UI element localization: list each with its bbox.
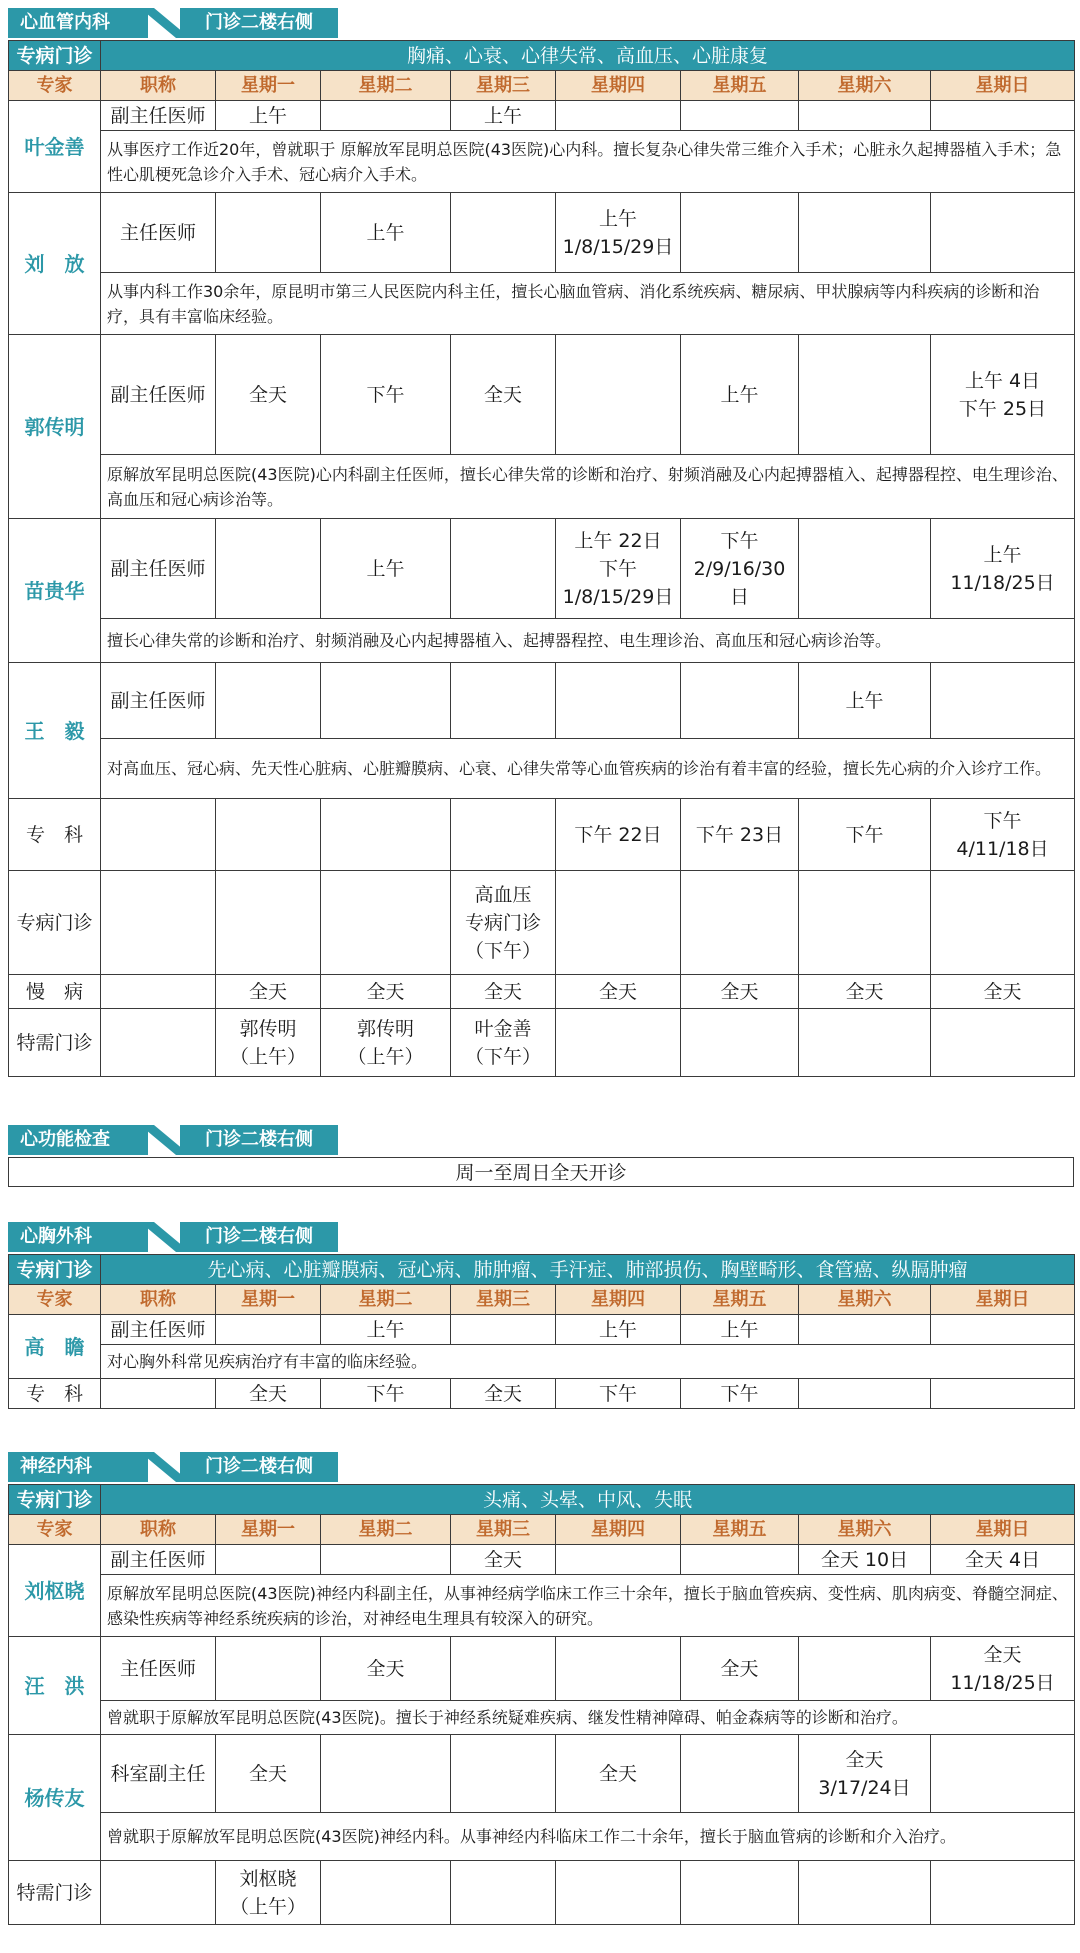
table-cell [216,1315,321,1345]
thoracic-diseases: 先心病、心脏瓣膜病、冠心病、肺肿瘤、手汗症、肺部损伤、胸壁畸形、食管癌、纵膈肿瘤 [101,1255,1075,1285]
table-cell: 郭传明 （上午） [216,1009,321,1077]
table-cell: 刘枢晓 （上午） [216,1861,321,1925]
table-cell: 上午 [321,193,451,273]
table-header-row [9,1515,1075,1545]
table-cell [799,1637,931,1701]
cardio-dept-header [8,8,338,38]
table-row [9,1545,1075,1575]
table-cell: 上午 11/18/25日 [931,519,1075,619]
table-cell [321,799,451,871]
table-cell: 下午 [321,1379,451,1409]
table-cell [799,1861,931,1925]
table-cell [451,193,556,273]
table-cell: 科室副主任 [101,1735,216,1813]
doctor-name: 叶金善 [9,101,101,193]
cardio-schedule-table [8,40,1075,1077]
table-row [9,1009,1075,1077]
table-cell: 下午 [681,1379,799,1409]
doctor-name: 高 瞻 [9,1315,101,1379]
table-cell: 叶金善 （下午） [451,1009,556,1077]
neuro-location: 门诊二楼右侧 [180,1452,338,1482]
table-cell: 全天 [451,975,556,1009]
table-cell: 全天 10日 [799,1545,931,1575]
table-cell [556,663,681,739]
table-cell: 下午 4/11/18日 [931,799,1075,871]
table-row [9,1315,1075,1345]
table-cell [931,193,1075,273]
table-cell: 下午 22日 [556,799,681,871]
table-cell [681,1735,799,1813]
table-cell [101,1379,216,1409]
table-header-row [9,71,1075,101]
table-cell [101,799,216,871]
table-cell: 星期六 [799,71,931,101]
doctor-name: 刘 放 [9,193,101,335]
table-cell [799,1379,931,1409]
table-cell: 星期三 [451,71,556,101]
table-cell: 副主任医师 [101,101,216,131]
table-cell [799,1315,931,1345]
table-cell [681,1545,799,1575]
doctor-description: 原解放军昆明总医院(43医院)心内科副主任医师，擅长心律失常的诊断和治疗、射频消融及心内起搏器植入、起搏器程控、电生理诊治、高血压和冠心病诊治等。 [101,455,1075,519]
table-cell: 主任医师 [101,1637,216,1701]
neuro-dept-name: 神经内科 [8,1452,148,1482]
table-cell [681,871,799,975]
heart-function-dept-name: 心功能检查 [8,1125,148,1155]
table-cell: 上午 22日 下午 1/8/15/29日 [556,519,681,619]
table-cell [931,101,1075,131]
thoracic-section [8,1222,1074,1409]
table-cell [451,799,556,871]
table-cell [931,663,1075,739]
table-cell [931,1009,1075,1077]
table-cell: 全天 [451,335,556,455]
table-cell [556,1637,681,1701]
doctor-name: 郭传明 [9,335,101,519]
table-cell: 全天 [931,975,1075,1009]
doctor-description: 对高血压、冠心病、先天性心脏病、心脏瓣膜病、心衰、心律失常等心血管疾病的诊治有着丰富的经验，擅长先心病的介入诊疗工作。 [101,739,1075,799]
table-cell: 上午 [681,335,799,455]
table-cell: 专家 [9,1285,101,1315]
cardio-dept-name: 心血管内科 [8,8,148,38]
table-cell: 星期一 [216,1515,321,1545]
table-cell [101,871,216,975]
doctor-description: 曾就职于原解放军昆明总医院(43医院)神经内科。从事神经内科临床工作二十余年，擅长于脑血管病的诊断和介入治疗。 [101,1813,1075,1861]
table-cell [321,663,451,739]
table-cell [556,871,681,975]
table-cell: 全天 [321,1637,451,1701]
table-cell: 上午 4日 下午 25日 [931,335,1075,455]
table-cell: 全天 [451,1545,556,1575]
table-cell: 上午 1/8/15/29日 [556,193,681,273]
table-cell: 上午 [321,1315,451,1345]
heart-function-hours: 周一至周日全天开诊 [8,1157,1074,1187]
table-cell [556,101,681,131]
table-cell: 上午 [799,663,931,739]
table-cell: 星期日 [931,1285,1075,1315]
cardio-section [8,8,1074,1077]
table-cell [799,1009,931,1077]
table-cell [799,193,931,273]
table-cell: 全天 [799,975,931,1009]
table-cell: 上午 [556,1315,681,1345]
table-cell: 星期五 [681,1515,799,1545]
table-cell: 全天 [681,975,799,1009]
doctor-description: 原解放军昆明总医院(43医院)神经内科副主任，从事神经病学临床工作三十余年，擅长于脑血管疾病、变性病、肌肉病变、脊髓空洞症、感染性疾病等神经系统疾病的诊治，对神经电生理具有较深入的研究。 [101,1575,1075,1637]
table-cell: 全天 11/18/25日 [931,1637,1075,1701]
table-cell [101,975,216,1009]
table-cell: 星期一 [216,1285,321,1315]
table-cell [216,519,321,619]
table-cell: 星期三 [451,1515,556,1545]
table-cell: 专病门诊 [9,871,101,975]
table-cell: 副主任医师 [101,335,216,455]
table-cell [321,1861,451,1925]
table-cell [931,1315,1075,1345]
table-cell: 下午 23日 [681,799,799,871]
doctor-description: 对心胸外科常见疾病治疗有丰富的临床经验。 [101,1345,1075,1379]
table-cell: 全天 [556,1735,681,1813]
table-cell: 上午 [681,1315,799,1345]
table-cell [931,1735,1075,1813]
table-cell [681,193,799,273]
table-cell: 全天 [321,975,451,1009]
table-cell [451,1861,556,1925]
cardio-diseases: 胸痛、心衰、心律失常、高血压、心脏康复 [101,41,1075,71]
table-cell: 全天 [216,1379,321,1409]
table-row [9,1735,1075,1813]
table-header-row [9,1285,1075,1315]
table-cell [799,335,931,455]
table-cell: 职称 [101,1515,216,1545]
table-row [9,663,1075,739]
table-cell [681,1861,799,1925]
table-cell [556,335,681,455]
table-cell [321,101,451,131]
table-cell: 副主任医师 [101,1545,216,1575]
table-cell [321,1735,451,1813]
table-cell: 全天 [216,335,321,455]
table-cell [451,663,556,739]
table-cell [681,663,799,739]
table-cell [216,1545,321,1575]
table-row [9,335,1075,455]
table-cell [451,1637,556,1701]
doctor-name: 苗贵华 [9,519,101,663]
table-cell: 郭传明 （上午） [321,1009,451,1077]
table-cell: 星期二 [321,1515,451,1545]
table-cell [321,1545,451,1575]
table-cell: 副主任医师 [101,519,216,619]
thoracic-dept-name: 心胸外科 [8,1222,148,1252]
special-clinic-label: 专病门诊 [9,1255,101,1285]
table-cell [681,101,799,131]
table-cell [101,1009,216,1077]
table-cell [556,1545,681,1575]
table-row [9,1861,1075,1925]
neuro-section [8,1452,1074,1925]
doctor-description: 从事医疗工作近20年，曾就职于 原解放军昆明总医院(43医院)心内科。擅长复杂心律失常三维介入手术；心脏永久起搏器植入手术；急性心肌梗死急诊介入手术、冠心病介入手术。 [101,131,1075,193]
doctor-name: 刘枢晓 [9,1545,101,1637]
table-cell [451,519,556,619]
table-cell: 星期五 [681,71,799,101]
table-cell: 职称 [101,1285,216,1315]
table-cell [451,1735,556,1813]
table-cell: 慢 病 [9,975,101,1009]
table-cell [216,799,321,871]
heart-function-dept-header [8,1125,338,1155]
table-cell: 星期四 [556,71,681,101]
table-cell [216,1637,321,1701]
table-cell [799,101,931,131]
table-cell: 星期二 [321,71,451,101]
cardio-location: 门诊二楼右侧 [180,8,338,38]
table-cell: 全天 4日 [931,1545,1075,1575]
table-cell: 星期日 [931,71,1075,101]
table-cell: 全天 [451,1379,556,1409]
table-cell [101,1861,216,1925]
table-cell [931,871,1075,975]
table-cell: 特需门诊 [9,1009,101,1077]
table-cell: 星期六 [799,1285,931,1315]
thoracic-location: 门诊二楼右侧 [180,1222,338,1252]
table-cell [556,1861,681,1925]
table-cell: 高血压 专病门诊 （下午） [451,871,556,975]
table-cell: 专家 [9,71,101,101]
table-row [9,519,1075,619]
table-cell: 星期二 [321,1285,451,1315]
table-cell: 全天 3/17/24日 [799,1735,931,1813]
doctor-description: 曾就职于原解放军昆明总医院(43医院)。擅长于神经系统疑难疾病、继发性精神障碍、帕金森病等的诊断和治疗。 [101,1701,1075,1735]
table-cell: 特需门诊 [9,1861,101,1925]
table-cell [216,663,321,739]
thoracic-schedule-table [8,1254,1075,1409]
table-row [9,1637,1075,1701]
table-cell: 职称 [101,71,216,101]
table-row [9,871,1075,975]
table-cell [931,1861,1075,1925]
table-cell [321,871,451,975]
table-cell: 上午 [321,519,451,619]
table-row [9,1379,1075,1409]
table-cell: 全天 [216,975,321,1009]
special-clinic-label: 专病门诊 [9,1485,101,1515]
doctor-description: 擅长心律失常的诊断和治疗、射频消融及心内起搏器植入、起搏器程控、电生理诊治、高血压和冠心病诊治等。 [101,619,1075,663]
table-cell: 星期四 [556,1285,681,1315]
table-cell [216,871,321,975]
table-row [9,101,1075,131]
doctor-description: 从事内科工作30余年，原昆明市第三人民医院内科主任，擅长心脑血管病、消化系统疾病、糖尿病、甲状腺病等内科疾病的诊断和治疗，具有丰富临床经验。 [101,273,1075,335]
neuro-diseases: 头痛、头晕、中风、失眠 [101,1485,1075,1515]
special-clinic-label: 专病门诊 [9,41,101,71]
table-cell [799,871,931,975]
table-cell: 全天 [216,1735,321,1813]
table-cell [799,519,931,619]
table-cell: 下午 [799,799,931,871]
table-cell [216,193,321,273]
table-cell: 下午 [321,335,451,455]
table-cell [451,1315,556,1345]
heart-function-section [8,1125,1074,1187]
table-cell: 全天 [681,1637,799,1701]
table-cell: 星期三 [451,1285,556,1315]
table-row [9,193,1075,273]
heart-function-location: 门诊二楼右侧 [180,1125,338,1155]
table-cell: 主任医师 [101,193,216,273]
table-cell [931,1379,1075,1409]
table-row [9,799,1075,871]
table-cell: 星期日 [931,1515,1075,1545]
table-cell [681,1009,799,1077]
table-cell: 副主任医师 [101,663,216,739]
thoracic-dept-header [8,1222,338,1252]
table-cell: 星期四 [556,1515,681,1545]
table-cell: 专 科 [9,1379,101,1409]
table-cell: 星期五 [681,1285,799,1315]
table-cell: 全天 [556,975,681,1009]
table-cell: 下午 [556,1379,681,1409]
doctor-name: 汪 洪 [9,1637,101,1735]
table-cell: 上午 [451,101,556,131]
table-cell: 专 科 [9,799,101,871]
table-cell [556,1009,681,1077]
doctor-name: 王 毅 [9,663,101,799]
table-cell: 星期六 [799,1515,931,1545]
neuro-dept-header [8,1452,338,1482]
table-cell: 下午 2/9/16/30 日 [681,519,799,619]
table-cell: 上午 [216,101,321,131]
doctor-name: 杨传友 [9,1735,101,1861]
table-cell: 专家 [9,1515,101,1545]
table-row [9,975,1075,1009]
table-cell: 星期一 [216,71,321,101]
neuro-schedule-table [8,1484,1075,1925]
table-cell: 副主任医师 [101,1315,216,1345]
